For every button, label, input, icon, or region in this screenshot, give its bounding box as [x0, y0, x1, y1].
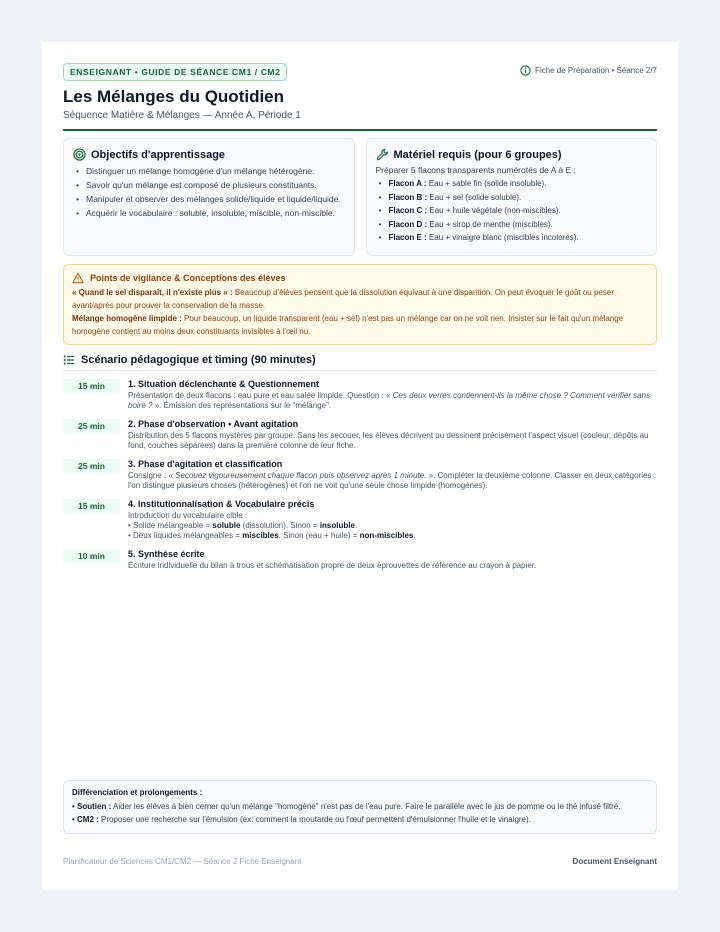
step-title: 1. Situation déclenchante & Questionnement: [128, 379, 320, 389]
step-quote: Secouez vigoureusement chaque flacon puis observez après 1 minute.: [175, 471, 427, 480]
flacon-label: Flacon C :: [388, 206, 428, 215]
footer-left: Planificateur de Sciences CM1/CM2 — Séance 2 Fiche Enseignant: [63, 857, 302, 866]
page-footer: [63, 857, 657, 866]
step-title: 5. Synthèse écrite: [128, 549, 205, 559]
step-line: [128, 531, 657, 541]
differentiation-label: • CM2 :: [72, 815, 99, 824]
objectives-card: [63, 138, 355, 256]
vigilance-paragraph: [72, 286, 648, 312]
flacon-text: Eau + sirop de menthe (miscibles).: [427, 219, 553, 229]
vocab-term: non-miscibles: [359, 531, 414, 540]
step-body: [128, 379, 657, 411]
scenario-step: [63, 459, 657, 491]
page-subtitle: Séquence Matière & Mélanges — Année A, Période 1: [63, 110, 301, 121]
differentiation-title: Différenciation et prolongements :: [72, 788, 203, 797]
duration-badge: 15 min: [63, 499, 120, 513]
list-item: [376, 177, 648, 191]
target-icon: [73, 148, 86, 161]
step-text-part: ». Émission des représentations sur le "mélange".: [152, 401, 332, 410]
list-item: [376, 204, 648, 218]
flacon-label: Flacon D :: [388, 219, 428, 229]
step-text-part: .: [413, 531, 416, 540]
page-content: [63, 63, 657, 571]
vigilance-text: Pour beaucoup, un liquide transparent (eau + sel) n'est pas un mélange car on ne voit rien. Insister sur le fait qu'un mélange homogène contient au moins deux constituants invisibles à l'œil nu.: [72, 314, 624, 336]
footer-right: Document Enseignant: [572, 857, 657, 866]
info-cards: [63, 138, 657, 256]
list-item: [376, 231, 648, 245]
duration-badge: 10 min: [63, 549, 120, 563]
page-header: [63, 63, 657, 81]
prep-text: Fiche de Préparation • Séance 2/7: [535, 66, 657, 75]
step-text: [128, 511, 657, 541]
materials-title: Matériel requis (pour 6 groupes): [393, 148, 562, 161]
step-line: [128, 521, 657, 531]
prep-label: [520, 65, 657, 76]
vocab-term: miscibles: [242, 531, 279, 540]
step-text: [128, 471, 657, 491]
materials-heading: [376, 148, 648, 161]
objectives-title: Objectifs d'apprentissage: [91, 148, 226, 161]
materials-card: [366, 138, 658, 256]
scenario-heading: [63, 354, 657, 371]
step-text-part: ». Compléter la deuxième colonne. Classer en deux catégories : l'on distingue plusieurs choses (hétérogènes) et l'on ne voit qu'une seule chose limpide (homogènes).: [128, 471, 656, 490]
step-text-part: . Sinon (eau + huile) =: [278, 531, 360, 540]
role-badge: ENSEIGNANT • GUIDE DE SÉANCE CM1 / CM2: [63, 63, 287, 81]
step-text-part: Présentation de deux flacons : eau pure et eau salée limpide. Question : «: [128, 391, 393, 400]
step-text-part: Consigne : «: [128, 471, 176, 480]
materials-list: [376, 177, 648, 245]
step-title: 4. Institutionnalisation & Vocabulaire précis: [128, 499, 315, 509]
title-divider: [63, 129, 657, 131]
list-icon: [63, 354, 75, 366]
differentiation-text: Proposer une recherche sur l'émulsion (ex: comment la moutarde ou l'œuf permettent d'émulsionner l'huile et le vinaigre).: [98, 815, 531, 824]
step-text-part: • Solide mélangeable =: [128, 521, 213, 530]
scenario-step: [63, 499, 657, 541]
step-title: 3. Phase d'agitation et classification: [128, 459, 283, 469]
materials-intro: Préparer 5 flacons transparents numérotés de A à E :: [375, 165, 576, 175]
differentiation-paragraph: [72, 813, 648, 826]
scenario-step: [63, 549, 657, 571]
differentiation-paragraph: [72, 800, 648, 813]
vigilance-text: Beaucoup d'élèves pensent que la dissolution équivaut à une disparition. On peut évoquer le goût ou peser avant/après pour prouver la conservation de la masse.: [72, 288, 614, 310]
flacon-text: Eau + huile végétale (non-miscibles).: [427, 206, 561, 215]
page-title: Les Mélanges du Quotidien: [63, 87, 285, 106]
vigilance-label: « Quand le sel disparaît, il n'existe plus » :: [72, 288, 233, 297]
duration-badge: 25 min: [63, 419, 120, 433]
objectives-list: [73, 165, 345, 220]
warning-icon: [72, 272, 84, 284]
info-icon: [520, 65, 531, 76]
vigilance-title: Points de vigilance & Conceptions des élèves: [90, 273, 286, 283]
differentiation-text: Aider les élèves à bien cerner qu'un mélange "homogène" n'est pas de l'eau pure. Faire le parallèle avec le jus de pomme ou le thé infusé filtré.: [111, 802, 621, 811]
wrench-icon: [376, 148, 389, 161]
step-text: Distribution des 5 flacons mystères par groupe. Sans les secouer, les élèves décrivent ou dessinent précisément l'aspect visuel (couleur, dépôts au fond, couches séparées) dans la première colonne de leur fiche.: [128, 431, 649, 450]
step-body: [128, 549, 657, 571]
document-page: [42, 42, 678, 890]
flacon-text: Eau + sable fin (solide insoluble).: [426, 179, 547, 188]
scenario-title: Scénario pédagogique et timing (90 minutes): [81, 354, 316, 366]
flacon-text: Eau + sel (solide soluble).: [427, 192, 522, 202]
step-text: Écriture individuelle du bilan à trous et schématisation propre de deux éprouvettes de référence au crayon à papier.: [128, 561, 537, 570]
step-text: [128, 391, 657, 411]
step-text-part: .: [354, 521, 358, 530]
vigilance-box: [63, 264, 657, 345]
vocab-term: soluble: [212, 521, 241, 530]
list-item: • Acquérir le vocabulaire : soluble, insoluble, miscible, non-miscible.: [73, 207, 345, 220]
step-text-part: • Deux liquides mélangeables =: [128, 531, 243, 540]
duration-badge: 25 min: [63, 459, 120, 473]
step-body: [128, 419, 657, 451]
scenario-step: [63, 379, 657, 411]
step-quote: Ces deux verres contiennent-ils la même chose ? Comment vérifier sans boire ?: [128, 391, 651, 410]
differentiation-label: • Soutien :: [72, 802, 112, 811]
differentiation-box: [63, 780, 657, 834]
flacon-label: Flacon B :: [388, 192, 428, 202]
step-body: [128, 459, 657, 491]
list-item: • Savoir qu'un mélange est composé de plusieurs constituants.: [73, 179, 345, 192]
vigilance-paragraph: [72, 312, 648, 338]
flacon-text: Eau + vinaigre blanc (miscibles incolores).: [426, 233, 579, 242]
list-item: • Distinguer un mélange homogène d'un mélange hétérogène.: [73, 165, 345, 178]
step-title: 2. Phase d'observation • Avant agitation: [128, 419, 299, 429]
vocab-term: insoluble: [319, 521, 355, 530]
step-body: [128, 499, 657, 541]
list-item: • Manipuler et observer des mélanges solide/liquide et liquide/liquide.: [73, 193, 345, 206]
duration-badge: 15 min: [63, 379, 120, 393]
vigilance-heading: [72, 272, 648, 284]
vigilance-label: Mélange homogène limpide :: [72, 314, 182, 323]
flacon-label: Flacon E :: [388, 233, 427, 242]
list-item: [376, 218, 648, 232]
objectives-heading: [73, 148, 345, 161]
step-text-part: (dissolution). Sinon =: [240, 521, 320, 530]
scenario-step: [63, 419, 657, 451]
list-item: [376, 191, 648, 205]
flacon-label: Flacon A :: [388, 179, 427, 188]
step-line: Introduction du vocabulaire cible :: [128, 511, 248, 520]
